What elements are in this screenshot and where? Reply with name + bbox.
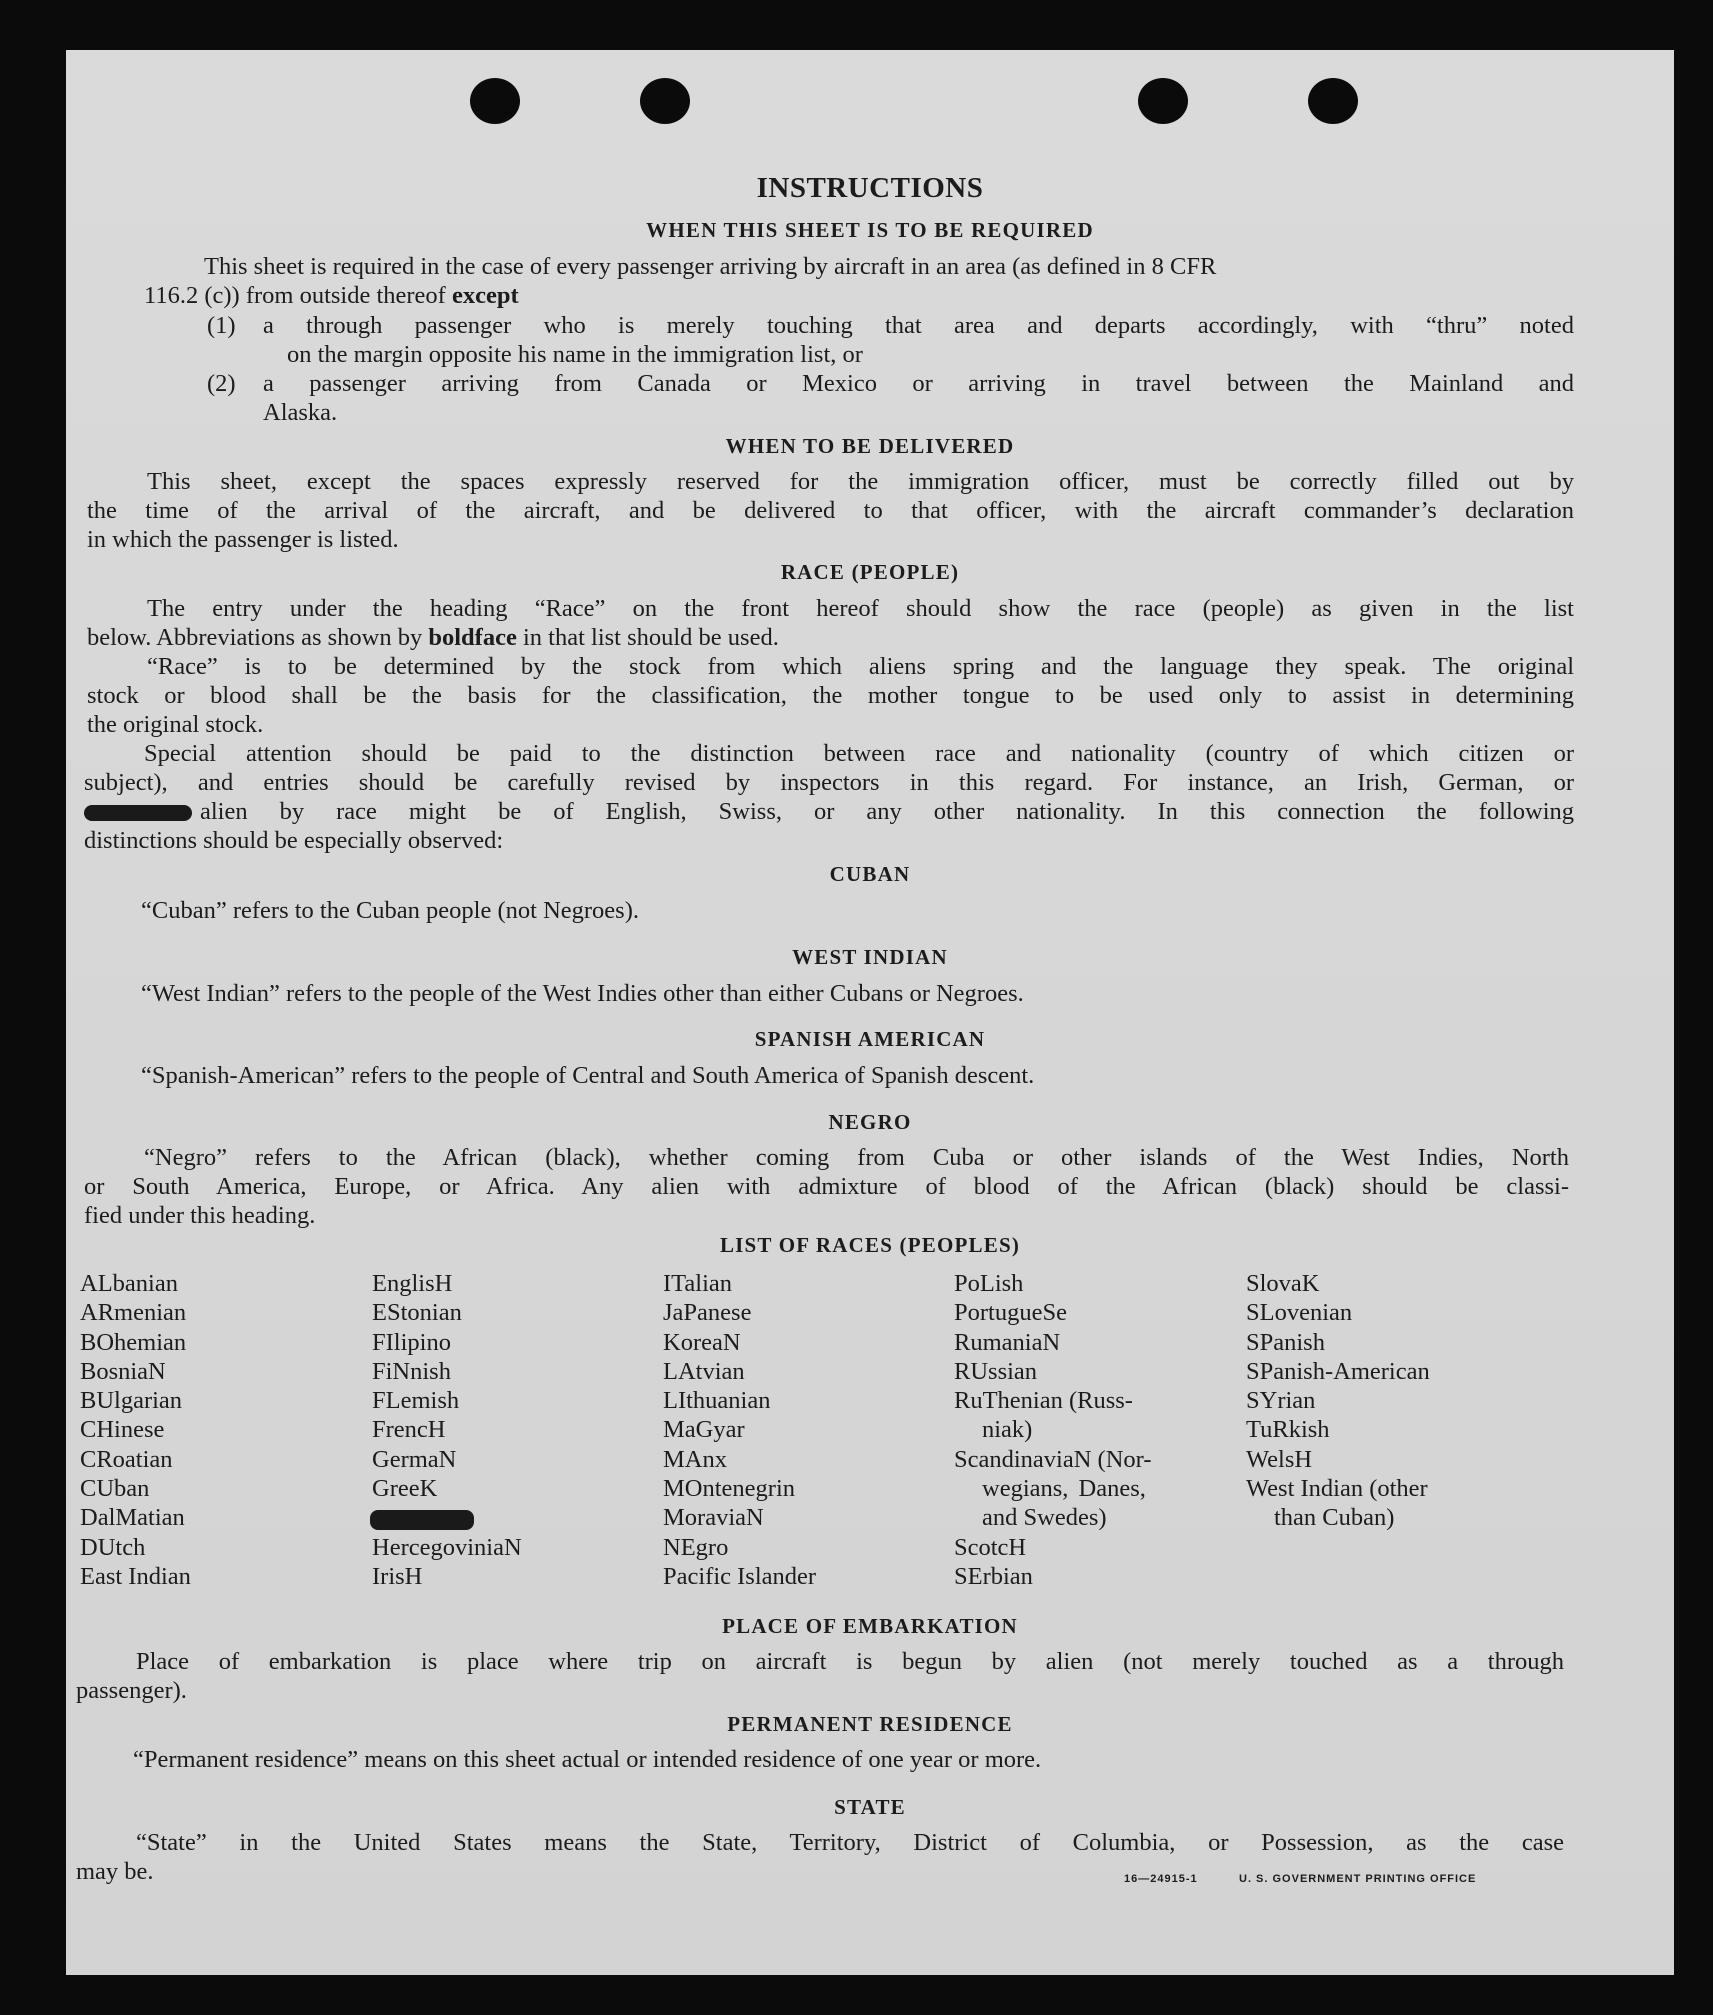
race-entry: DalMatian <box>80 1504 185 1532</box>
races-column-3 <box>663 1269 816 1591</box>
race-entry: RUssian <box>954 1357 1038 1385</box>
race-entry: MaGyar <box>663 1416 745 1444</box>
race-entry: ITalian <box>663 1270 733 1297</box>
heading-permanent-residence: PERMANENT RESIDENCE <box>727 1712 1013 1736</box>
paragraph-line: in which the passenger is listed. <box>87 526 399 553</box>
race-entry: GreeK <box>372 1475 438 1503</box>
paragraph-line: stock or blood shall be the basis for the classification, the mother tongue to be used only to assist in determining <box>87 682 1574 709</box>
paragraph-line: subject), and entries should be carefully revised by inspectors in this regard. For instance, an Irish, German, or <box>84 769 1574 796</box>
punch-hole <box>1138 78 1188 124</box>
race-entry: NEgro <box>663 1533 729 1561</box>
race-entry: BUlgarian <box>80 1387 183 1415</box>
item-line: a passenger arriving from Canada or Mexico or arriving in travel between the Mainland and <box>263 370 1574 397</box>
punch-hole <box>470 78 520 124</box>
paragraph-line: Special attention should be paid to the distinction between race and nationality (country of which citizen or <box>144 740 1574 767</box>
residence-definition: “Permanent residence” means on this sheet actual or intended residence of one year or more. <box>133 1746 1042 1773</box>
race-entry: PoLish <box>954 1270 1024 1297</box>
race-entry: TuRkish <box>1246 1416 1330 1444</box>
paragraph-line: “State” in the United States means the State, Territory, District of Columbia, or Possession, as the case <box>136 1829 1564 1856</box>
races-column-4 <box>954 1269 1151 1591</box>
west-indian-definition: “West Indian” refers to the people of the West Indies other than either Cubans or Negroes. <box>141 980 1024 1007</box>
paragraph-text: below. Abbreviations as shown by <box>87 624 429 651</box>
race-entry: SlovaK <box>1246 1270 1320 1297</box>
race-entry-redacted <box>372 1503 522 1532</box>
paragraph-line: fied under this heading. <box>84 1202 316 1229</box>
heading-cuban: CUBAN <box>829 862 911 886</box>
race-entry-continued: than Cuban) <box>1274 1504 1395 1532</box>
race-entry: EStonian <box>372 1299 462 1327</box>
race-entry: FLemish <box>372 1387 460 1415</box>
race-entry: West Indian (other <box>1246 1475 1428 1503</box>
form-number: 16—24915-1 <box>1124 1873 1198 1885</box>
race-entry: ScandinaviaN (Nor- <box>954 1445 1152 1473</box>
required-intro <box>144 252 1574 310</box>
race-entry: EnglisH <box>372 1270 453 1297</box>
race-entry: PortugueSe <box>954 1299 1067 1327</box>
paragraph-line: distinctions should be especially observed: <box>84 827 504 854</box>
race-entry: East Indian <box>80 1562 191 1590</box>
item-line: a through passenger who is merely touching that area and departs accordingly, with “thru” noted <box>263 312 1574 339</box>
races-column-5 <box>1246 1269 1430 1533</box>
race-entry: ALbanian <box>80 1270 178 1297</box>
required-item-2 <box>207 369 1574 429</box>
negro-paragraph <box>84 1143 1569 1230</box>
race-entry: BosniaN <box>80 1357 166 1385</box>
item-line: Alaska. <box>263 399 338 426</box>
required-intro-text: 116.2 (c)) from outside thereof <box>144 282 452 309</box>
heading-when-delivered: WHEN TO BE DELIVERED <box>725 434 1015 458</box>
paragraph-line: the time of the arrival of the aircraft, and be delivered to that officer, with the aircraft commander’s declaration <box>87 497 1574 524</box>
document-sheet <box>66 50 1674 1975</box>
race-entry: KoreaN <box>663 1328 741 1356</box>
heading-when-required: WHEN THIS SHEET IS TO BE REQUIRED <box>646 218 1094 242</box>
heading-place-of-embarkation: PLACE OF EMBARKATION <box>722 1614 1018 1638</box>
punch-hole <box>1308 78 1358 124</box>
races-column-2 <box>372 1269 522 1591</box>
race-entry: MoraviaN <box>663 1504 764 1532</box>
race-entry: MAnx <box>663 1445 727 1473</box>
race-entry: CHinese <box>80 1416 165 1444</box>
paragraph-line: may be. <box>76 1858 154 1885</box>
item-line: on the margin opposite his name in the immigration list, or <box>287 341 863 368</box>
item-number: (1) <box>207 312 236 339</box>
printer-imprint: U. S. GOVERNMENT PRINTING OFFICE <box>1239 1873 1477 1885</box>
paragraph-line: “Race” is to be determined by the stock from which aliens spring and the language they speak. The original <box>147 653 1574 680</box>
race-entry: SPanish <box>1246 1328 1325 1356</box>
paragraph-text: in that list should be used. <box>516 624 779 651</box>
race-entry: CRoatian <box>80 1445 173 1473</box>
paragraph-line: Place of embarkation is place where trip on aircraft is begun by alien (not merely touched as a through <box>136 1648 1564 1675</box>
race-entry: ARmenian <box>80 1299 187 1327</box>
paragraph-line: The entry under the heading “Race” on the front hereof should show the race (people) as given in the list <box>147 595 1574 622</box>
race-entry: MOntenegrin <box>663 1475 795 1503</box>
required-item-1 <box>207 311 1574 371</box>
race-entry: WelsH <box>1246 1445 1313 1473</box>
embarkation-paragraph <box>76 1647 1564 1705</box>
race-entry: SPanish-American <box>1246 1357 1430 1385</box>
race-entry: LIthuanian <box>663 1387 771 1415</box>
race-entry: FrencH <box>372 1416 446 1444</box>
paragraph-line: the original stock. <box>87 711 264 738</box>
heading-west-indian: WEST INDIAN <box>792 945 948 969</box>
race-entry: HercegoviniaN <box>372 1533 522 1561</box>
document-title: INSTRUCTIONS <box>756 172 984 204</box>
required-intro-line <box>144 281 1574 310</box>
paragraph-line: “Negro” refers to the African (black), whether coming from Cuba or other islands of the West Indies, North <box>144 1144 1569 1171</box>
heading-list-of-races: LIST OF RACES (PEOPLES) <box>719 1233 1021 1257</box>
race-entry: SLovenian <box>1246 1299 1353 1327</box>
race-entry: GermaN <box>372 1445 457 1473</box>
race-entry: IrisH <box>372 1562 423 1590</box>
race-paragraph-3 <box>84 739 1574 855</box>
redaction-mark <box>84 805 192 821</box>
required-intro-line: This sheet is required in the case of every passenger arriving by aircraft in an area (as defined in 8 CFR <box>204 253 1217 280</box>
paragraph-line: or South America, Europe, or Africa. Any alien with admixture of blood of the African (black) should be classi- <box>84 1173 1569 1200</box>
cuban-definition: “Cuban” refers to the Cuban people (not Negroes). <box>141 897 639 924</box>
redaction-mark <box>370 1510 474 1530</box>
race-entry: DUtch <box>80 1533 146 1561</box>
boldface-word: boldface <box>428 624 517 651</box>
spanish-american-definition: “Spanish-American” refers to the people of Central and South America of Spanish descent. <box>141 1062 1035 1089</box>
punch-hole <box>640 78 690 124</box>
races-column-1 <box>80 1269 191 1591</box>
paragraph-line <box>87 623 1574 652</box>
delivered-paragraph <box>87 467 1574 554</box>
race-entry: BOhemian <box>80 1328 187 1356</box>
race-entry: Pacific Islander <box>663 1562 817 1590</box>
race-paragraph-2 <box>87 652 1574 739</box>
race-entry: LAtvian <box>663 1357 745 1385</box>
paragraph-line: passenger). <box>76 1677 187 1704</box>
race-entry-continued: niak) <box>982 1416 1033 1444</box>
heading-race: RACE (PEOPLE) <box>780 560 960 584</box>
race-entry: SYrian <box>1246 1387 1316 1415</box>
race-entry: JaPanese <box>663 1299 752 1327</box>
race-entry: CUban <box>80 1475 150 1503</box>
race-entry-continued: wegians, Danes, <box>982 1475 1146 1503</box>
race-entry: FiNnish <box>372 1357 451 1385</box>
paragraph-text: alien by race might be of English, Swiss, or any other nationality. In this connection the following <box>200 798 1574 825</box>
race-entry: SErbian <box>954 1562 1033 1590</box>
heading-spanish-american: SPANISH AMERICAN <box>754 1027 986 1051</box>
item-number: (2) <box>207 370 236 397</box>
race-entry: ScotcH <box>954 1533 1027 1561</box>
required-except-word: except <box>451 282 519 309</box>
race-paragraph-1 <box>87 594 1574 652</box>
heading-state: STATE <box>834 1795 906 1819</box>
race-entry: RuThenian (Russ- <box>954 1387 1133 1415</box>
paragraph-line <box>84 797 1574 826</box>
race-entry: FIlipino <box>372 1328 451 1356</box>
paragraph-line: This sheet, except the spaces expressly reserved for the immigration officer, must be correctly filled out by <box>147 468 1574 495</box>
race-entry: RumaniaN <box>954 1328 1061 1356</box>
heading-negro: NEGRO <box>828 1110 912 1134</box>
race-entry-continued: and Swedes) <box>982 1504 1107 1532</box>
